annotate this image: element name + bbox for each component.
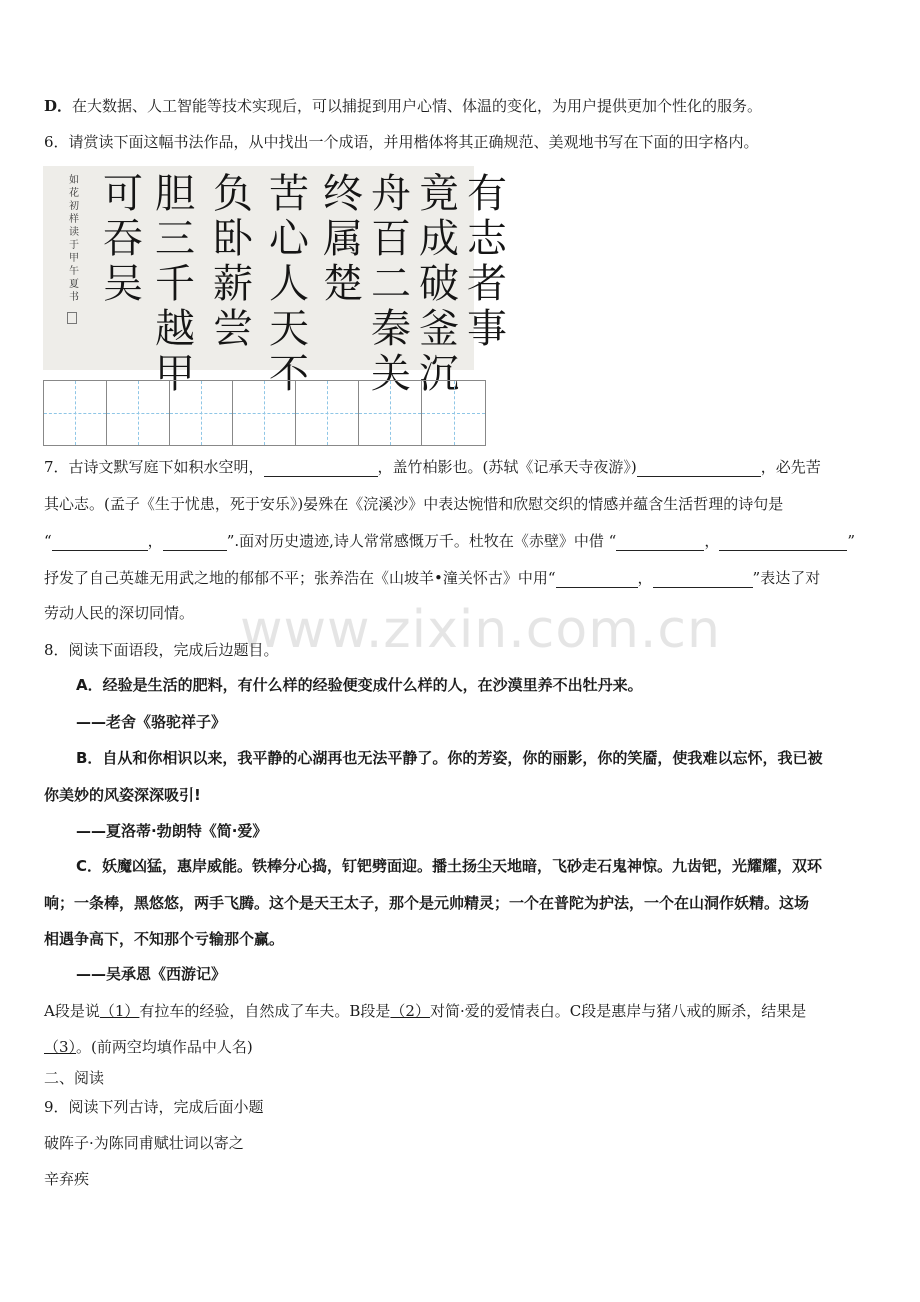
grid-cell[interactable]: [170, 381, 233, 445]
grid-cell[interactable]: [359, 381, 422, 445]
calligraphy-image: [43, 166, 507, 397]
text: 。(前两空均填作品中人名): [76, 1038, 253, 1056]
text: ，: [147, 532, 163, 550]
calligraphy-signature: 如花初样读于甲午夏书: [69, 175, 79, 303]
calligraphy-column: 胆三千越甲: [155, 171, 195, 397]
calligraphy-column: 有志者事: [467, 171, 507, 352]
question-8: [44, 640, 880, 660]
question-prompt: 请赏读下面这幅书法作品，从中找出一个成语，并用楷体将其正确规范、美观地书写在下面的田字格内。: [68, 133, 759, 151]
answer-blank[interactable]: [637, 460, 761, 477]
passage-a: A．经验是生活的肥料，有什么样的经验便变成什么样的人，在沙漠里养不出牡丹来。: [76, 676, 643, 694]
option-d: [44, 96, 880, 116]
text: A段是说: [44, 1002, 100, 1020]
text: 其心志。(孟子《生于忧患，死于安乐》)晏殊在《浣溪沙》中表达惋惜和欣慰交织的情感并蕴含生活哲理的诗句是: [44, 495, 784, 513]
answer-blank[interactable]: [556, 571, 638, 588]
text: 对简·爱的爱情表白。C段是惠岸与猪八戒的厮杀，结果是: [429, 1002, 807, 1020]
poem-author: 辛弃疾: [44, 1170, 90, 1188]
option-text: 在大数据、人工智能等技术实现后，可以捕捉到用户心情、体温的变化，为用户提供更加个性化的服务。: [72, 97, 763, 115]
text: ”表达了对: [752, 569, 821, 587]
answer-blank-2[interactable]: （2）: [390, 1002, 430, 1020]
text: 抒发了自己英雄无用武之地的郁郁不平；张养浩在《山坡羊•潼关怀古》中用“: [44, 569, 556, 587]
answer-blank[interactable]: [653, 571, 753, 588]
grid-cell[interactable]: [422, 381, 485, 445]
text: “: [44, 532, 52, 550]
question-number: 9．: [44, 1098, 69, 1116]
passage-b-line-2: 你美妙的风姿深深吸引!: [44, 786, 201, 804]
question-7-line-3: [44, 531, 880, 551]
grid-cell[interactable]: [107, 381, 170, 445]
text: 7．古诗文默写庭下如积水空明，: [44, 458, 264, 476]
passage-c-source: ——吴承恩《西游记》: [76, 965, 227, 983]
passage-b-source: ——夏洛蒂·勃朗特《简·爱》: [76, 822, 268, 840]
question-7-line-1: [44, 457, 880, 477]
answer-blank[interactable]: [163, 534, 227, 551]
passage-a-source: ——老舍《骆驼祥子》: [76, 713, 227, 731]
watermark: www.zixin.com.cn: [240, 600, 721, 660]
question-number: 6．: [44, 133, 69, 151]
option-label: D．: [44, 97, 73, 115]
text: ”.面对历史遗迹,诗人常常感慨万千。杜牧在《赤壁》中借 “: [226, 532, 617, 550]
answer-blank[interactable]: [52, 534, 148, 551]
grid-cell[interactable]: [296, 381, 359, 445]
text: ，: [637, 569, 653, 587]
passage-b-line-1: B．自从和你相识以来，我平静的心湖再也无法平静了。你的芳姿，你的丽影，你的笑靥，使我难以忘怀，我已被: [76, 749, 823, 767]
calligraphy-column: 苦心人天不: [269, 171, 309, 397]
question-8-answer-line-1: [44, 1001, 880, 1021]
passage-c-line-3: 相遇争高下，不知那个亏输那个赢。: [44, 930, 285, 948]
question-9: [44, 1097, 880, 1117]
passage-c-line-1: C．妖魔凶猛，惠岸威能。铁棒分心捣，钉钯劈面迎。播土扬尘天地暗，飞砂走石鬼神惊。九齿钯，光耀耀，双环: [76, 857, 823, 875]
question-prompt: 阅读下面语段，完成后边题目。: [68, 641, 279, 659]
answer-blank[interactable]: [264, 460, 378, 477]
text: 有拉车的经验，自然成了车夫。B段是: [139, 1002, 391, 1020]
grid-cell[interactable]: [233, 381, 296, 445]
question-number: 8．: [44, 641, 69, 659]
answer-blank-3[interactable]: （3）: [44, 1038, 77, 1056]
seal-stamp: [67, 312, 77, 324]
question-8-answer-line-2: [44, 1037, 880, 1057]
grid-cell[interactable]: [44, 381, 107, 445]
text: ，盖竹柏影也。(苏轼《记承天寺夜游》): [377, 458, 637, 476]
question-prompt: 阅读下列古诗，完成后面小题: [68, 1098, 264, 1116]
answer-blank[interactable]: [616, 534, 704, 551]
calligraphy-column: 可吞吴: [103, 171, 143, 307]
question-7-line-2: [44, 494, 880, 514]
text: ，必先苦: [760, 458, 821, 476]
calligraphy-column: 舟百二秦关: [371, 171, 411, 397]
poem-title: 破阵子·为陈同甫赋壮词以寄之: [44, 1134, 244, 1152]
question-7-line-4: [44, 568, 880, 588]
text: ，: [704, 532, 720, 550]
calligraphy-column: 竟成破釜沉: [419, 171, 459, 397]
calligraphy-column: 负卧薪尝: [213, 171, 253, 352]
calligraphy-column: 终属楚: [323, 171, 363, 307]
passage-c-line-2: 响；一条棒，黑悠悠，两手飞腾。这个是天王太子，那个是元帅精灵；一个在普陀为护法，一个在山洞作妖精。这场: [44, 894, 810, 912]
answer-blank-1[interactable]: （1）: [99, 1002, 140, 1020]
text: 劳动人民的深切同情。: [44, 604, 195, 622]
text: ”: [847, 532, 856, 550]
answer-blank[interactable]: [719, 534, 847, 551]
section-title: 二、阅读: [44, 1069, 105, 1087]
tian-zi-grid: [43, 380, 486, 446]
question-6: [44, 132, 880, 152]
